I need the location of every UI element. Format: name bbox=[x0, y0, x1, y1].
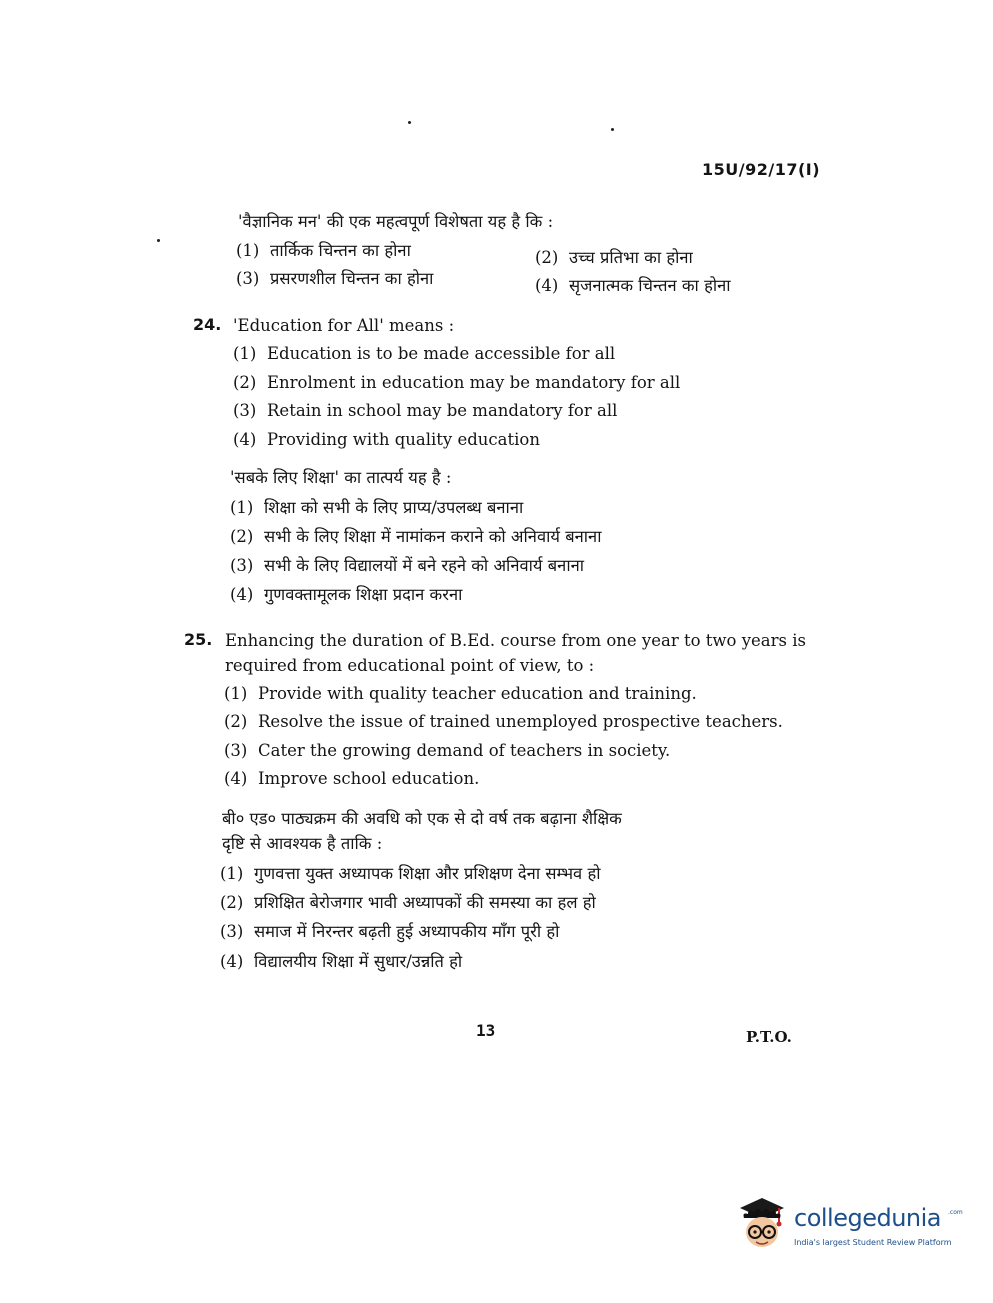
page-number: 13 bbox=[476, 1021, 496, 1040]
q25-option-1: (1) Provide with quality teacher education and training. bbox=[224, 684, 697, 703]
q24-hindi-option-4: (4) गुणवक्तामूलक शिक्षा प्रदान करना bbox=[230, 585, 463, 604]
q24-option-3: (3) Retain in school may be mandatory for all bbox=[233, 401, 618, 420]
q24-option-4: (4) Providing with quality education bbox=[233, 430, 540, 449]
student-mascot-icon bbox=[734, 1194, 790, 1258]
q25-hindi-option-3: (3) समाज में निरन्तर बढ़ती हुई अध्यापकीय माँग पूरी हो bbox=[220, 922, 560, 941]
q24-hindi-option-3: (3) सभी के लिए विद्यालयों में बने रहने को अनिवार्य बनाना bbox=[230, 556, 585, 575]
q24-option-2: (2) Enrolment in education may be mandatory for all bbox=[233, 373, 681, 392]
q25-stem-line-2: required from educational point of view, to : bbox=[225, 656, 595, 675]
pto-label: P.T.O. bbox=[746, 1028, 792, 1046]
q25-option-2: (2) Resolve the issue of trained unemployed prospective teachers. bbox=[224, 712, 783, 731]
speck bbox=[408, 121, 411, 124]
q24-option-1: (1) Education is to be made accessible for all bbox=[233, 344, 616, 363]
speck bbox=[157, 239, 160, 242]
logo-tagline: India's largest Student Review Platform bbox=[794, 1238, 952, 1247]
logo-domain-suffix: .com bbox=[948, 1209, 963, 1216]
q23-hindi-option-1: (1) तार्किक चिन्तन का होना bbox=[236, 241, 411, 260]
speck bbox=[611, 128, 614, 131]
q23-hindi-option-2: (2) उच्च प्रतिभा का होना bbox=[535, 248, 693, 267]
q23-hindi-option-3: (3) प्रसरणशील चिन्तन का होना bbox=[236, 269, 434, 288]
q23-hindi-stem: 'वैज्ञानिक मन' की एक महत्वपूर्ण विशेषता यह है कि : bbox=[238, 212, 554, 231]
collegedunia-logo bbox=[734, 1192, 964, 1262]
q24-hindi-option-2: (2) सभी के लिए शिक्षा में नामांकन कराने को अनिवार्य बनाना bbox=[230, 527, 602, 546]
q24-stem: 'Education for All' means : bbox=[233, 316, 455, 335]
q24-number: 24. bbox=[193, 315, 222, 334]
logo-wordmark: collegedunia bbox=[794, 1204, 942, 1232]
q25-option-3: (3) Cater the growing demand of teachers in society. bbox=[224, 741, 671, 760]
q25-hindi-stem-line-2: दृष्टि से आवश्यक है ताकि : bbox=[222, 834, 383, 853]
q25-hindi-option-1: (1) गुणवत्ता युक्त अध्यापक शिक्षा और प्रशिक्षण देना सम्भव हो bbox=[220, 864, 601, 883]
q25-number: 25. bbox=[184, 630, 213, 649]
q24-hindi-stem: 'सबके लिए शिक्षा' का तात्पर्य यह है : bbox=[230, 468, 452, 487]
q25-hindi-option-2: (2) प्रशिक्षित बेरोजगार भावी अध्यापकों की समस्या का हल हो bbox=[220, 893, 596, 912]
q24-hindi-option-1: (1) शिक्षा को सभी के लिए प्राप्य/उपलब्ध बनाना bbox=[230, 498, 524, 517]
q25-hindi-stem-line-1: बी० एड० पाठ्यक्रम की अवधि को एक से दो वर्ष तक बढ़ाना शैक्षिक bbox=[222, 809, 622, 828]
q25-stem-line-1: Enhancing the duration of B.Ed. course from one year to two years is bbox=[225, 631, 806, 650]
q25-option-4: (4) Improve school education. bbox=[224, 769, 480, 788]
q25-hindi-option-4: (4) विद्यालयीय शिक्षा में सुधार/उन्नति हो bbox=[220, 952, 463, 971]
paper-code: 15U/92/17(I) bbox=[702, 160, 821, 179]
q23-hindi-option-4: (4) सृजनात्मक चिन्तन का होना bbox=[535, 276, 731, 295]
